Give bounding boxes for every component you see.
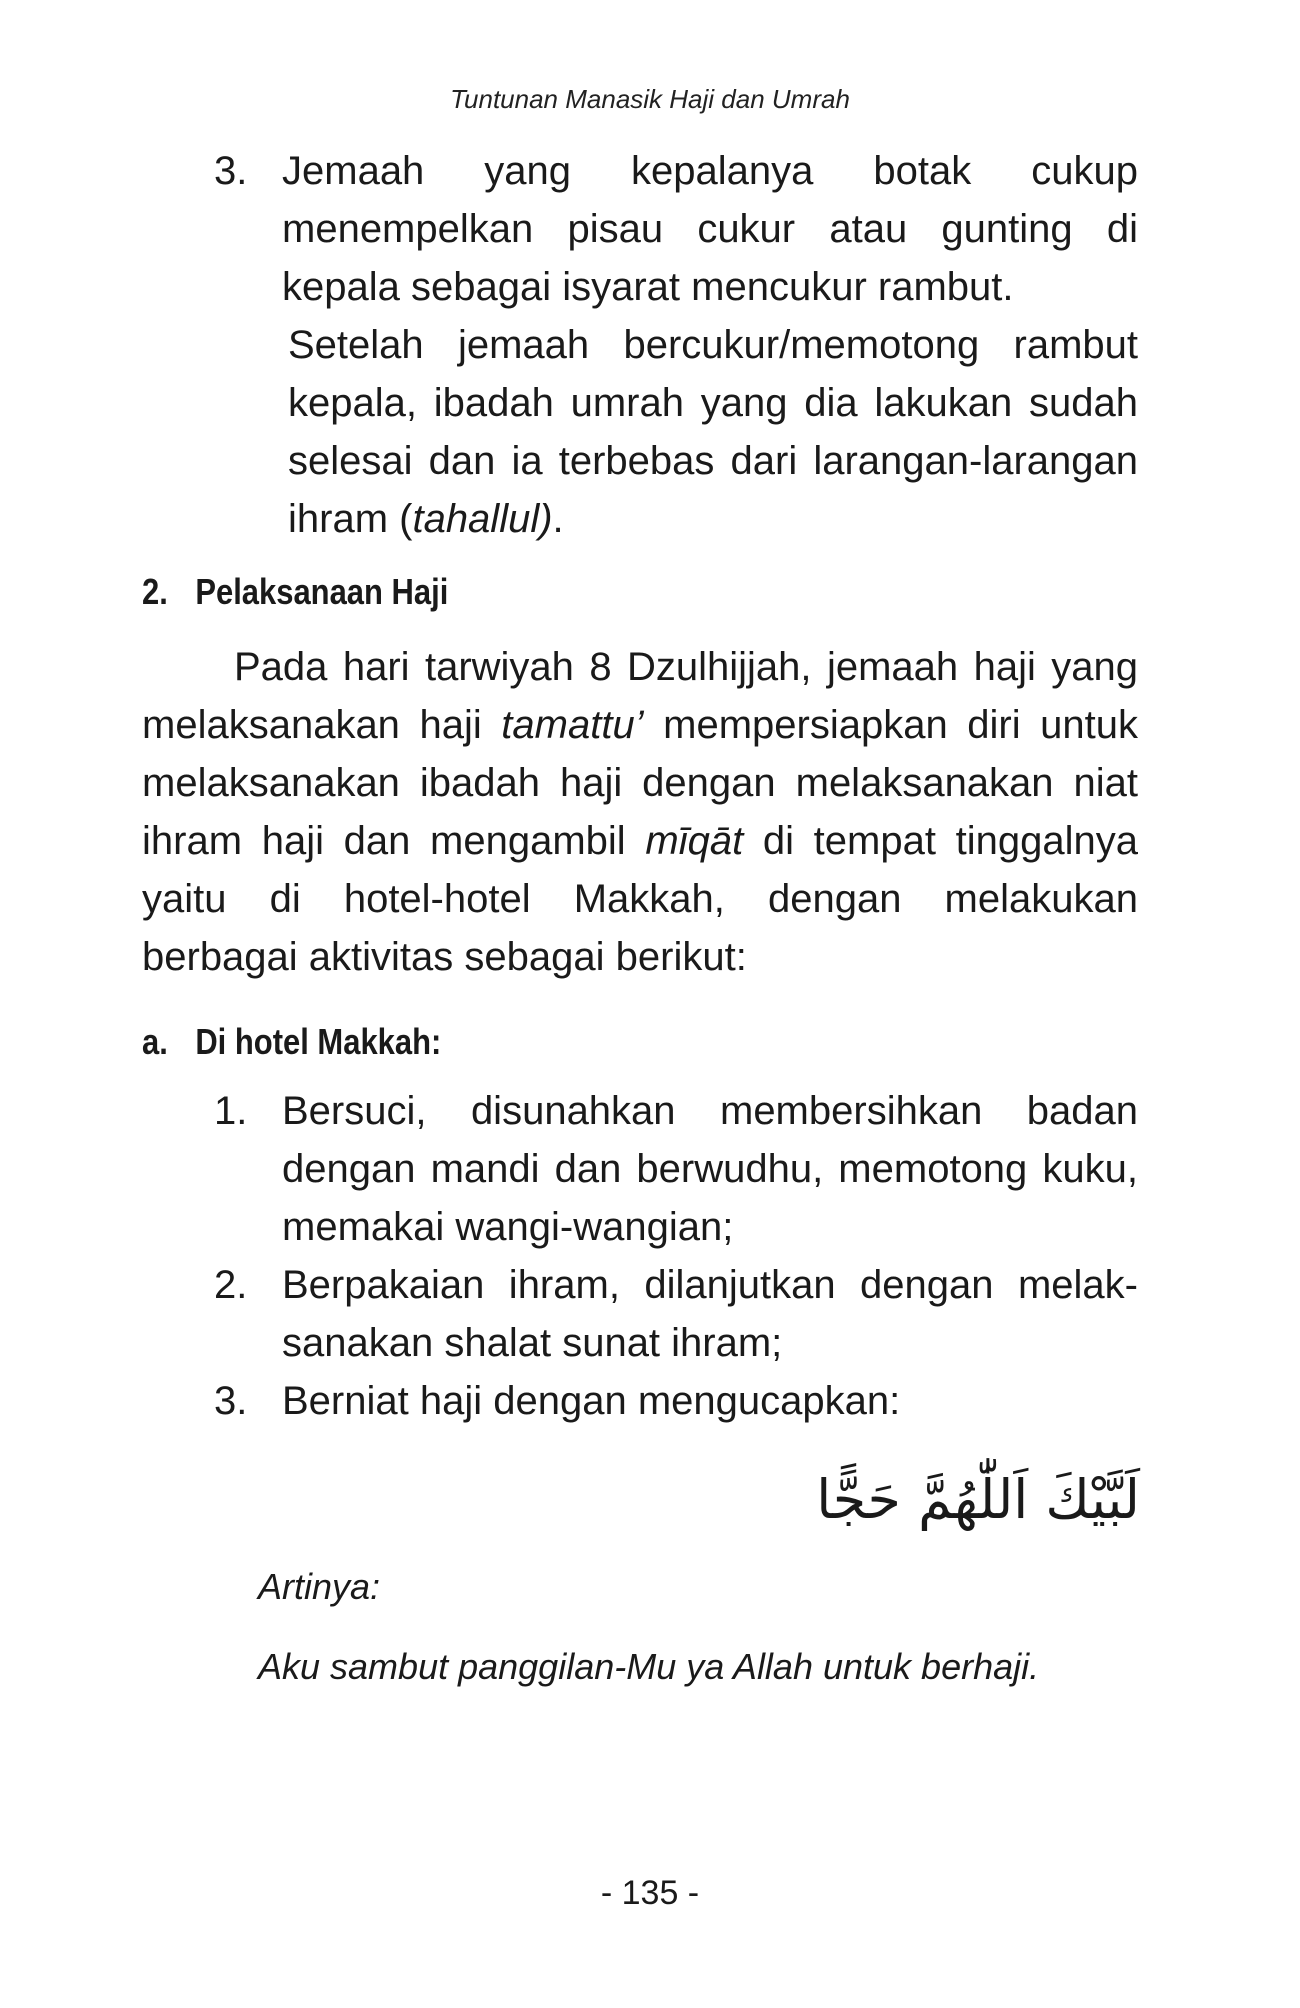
subsection-title: Di hotel Makkah:	[195, 1021, 442, 1062]
page-number: - 135 -	[600, 1874, 700, 1912]
section-heading-pelaksanaan-haji	[142, 568, 448, 616]
meaning-label: Artinya:	[258, 1566, 381, 1607]
tahallul-term: tahallul)	[412, 497, 553, 541]
subsection-letter: a.	[142, 1021, 168, 1062]
umrah-closing-paragraph	[288, 316, 1138, 548]
subsection-heading-di-hotel-makkah	[142, 1018, 441, 1066]
meaning-text: Aku sambut panggilan-Mu ya Allah untuk berhaji.	[258, 1646, 1040, 1687]
list-text: Berniat haji dengan mengucapkan:	[282, 1379, 901, 1423]
list-item	[214, 1372, 1138, 1430]
umrah-step-3	[214, 142, 1138, 316]
paragraph-part-1: Pada hari tarwiyah 8 Dzulhijjah, jemaah haji yang melaksanakan haji	[142, 645, 1138, 747]
paragraph-part-2: mempersiapkan diri untuk melaksanakan ibadah haji dengan melaksanakan niat ihram haji dan mengambil	[142, 703, 1138, 863]
tamattu-term: tamattu’	[501, 703, 644, 747]
miqat-term: mīqāt	[645, 819, 744, 863]
list-item	[214, 1256, 1138, 1372]
list-number: 2.	[214, 1263, 248, 1307]
running-header: Tuntunan Manasik Haji dan Umrah	[450, 84, 850, 114]
list-text: Jemaah yang kepalanya botak cukup menempelkan pisau cukur atau gunting di kepala sebagai isyarat mencukur rambut.	[282, 149, 1138, 309]
section-title: Pelaksanaan Haji	[195, 571, 449, 612]
section-number: 2.	[142, 571, 168, 612]
list-text: Berpakaian ihram, dilanjutkan dengan melaksanakan shalat sunat ihram;	[282, 1263, 1138, 1365]
pelaksanaan-haji-paragraph	[142, 638, 1138, 986]
list-number: 3.	[214, 149, 248, 193]
list-item	[214, 1082, 1138, 1256]
arabic-niat-text: لَبَّيْكَ اَللّٰهُمَّ حَجًّا	[816, 1468, 1140, 1531]
umrah-closing-end: .	[552, 497, 564, 541]
list-number: 3.	[214, 1379, 248, 1423]
umrah-closing-text: Setelah jemaah bercukur/memotong rambut kepala, ibadah umrah yang dia lakukan sudah selesai dan ia terbebas dari larangan-larangan ihram (	[288, 323, 1138, 541]
list-text: Bersuci, disunahkan membersihkan badan dengan mandi dan berwudhu, memotong kuku, memakai wangi-wangian;	[282, 1089, 1138, 1249]
list-number: 1.	[214, 1089, 248, 1133]
paragraph-part-3: di tempat tinggalnya yaitu di hotel-hotel Makkah, dengan melakukan berbagai aktivitas sebagai berikut:	[142, 819, 1138, 979]
